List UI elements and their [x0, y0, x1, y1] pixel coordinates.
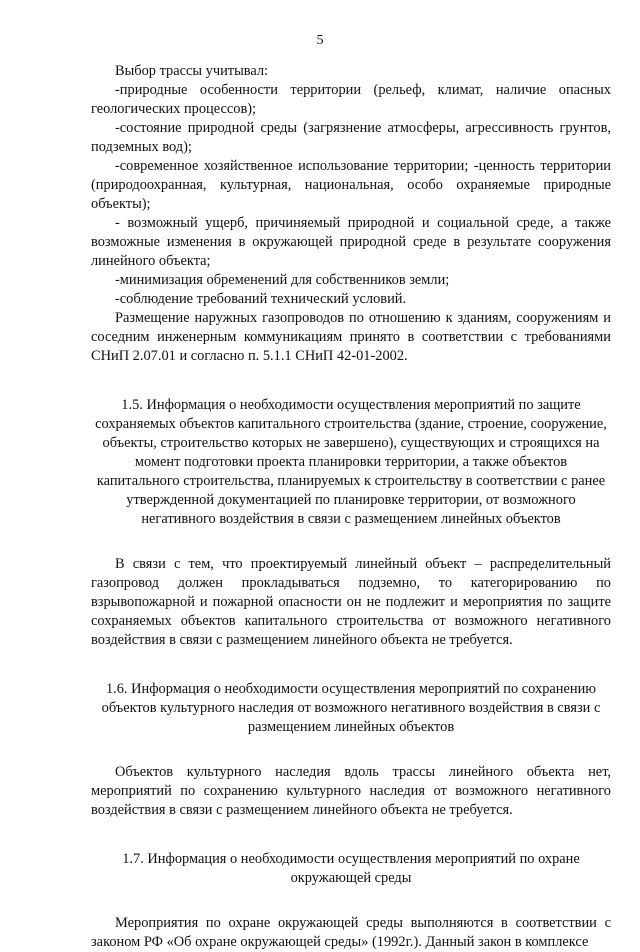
section-1-5-heading: 1.5. Информация о необходимости осуществления мероприятий по защите сохраняемых объектов капитального строительства (здание, строение, сооружение, объекты, строительство которых не завершено), существующих и строящихся на момент подготовки проекта планировки территории, а также объектов капитального строительства, планируемых к строительству в соответствии с ранее утвержденной документацией по планировке территории, от возможного негативного воздействия в связи с размещением линейных объектов [95, 397, 607, 527]
section-1-7-body: Мероприятия по охране окружающей среды выполняются в соответствии с законом РФ «Об охране окружающей среды» (1992г.). Данный закон в комплексе [91, 915, 611, 950]
spacer [91, 820, 611, 850]
route-item-encumbrance: -минимизация обременений для собственников земли; [115, 272, 450, 288]
section-1-6-body: Объектов культурного наследия вдоль трассы линейного объекта нет, мероприятий по сохранению культурного наследия от возможного негативного воздействия в связи с размещением линейного объекта не требуется. [91, 764, 611, 818]
route-item-damage: - возможный ущерб, причиняемый природной и социальной среде, а также возможные изменения в окружающей природной среде в результате сооружения линейного объекта; [91, 215, 611, 269]
route-item-environment: -состояние природной среды (загрязнение атмосферы, агрессивность грунтов, подземных вод); [91, 120, 611, 155]
spacer [91, 737, 611, 763]
spacer [91, 366, 611, 396]
route-item-economic-use: -современное хозяйственное использование территории; -ценность территории (природоохранная, культурная, национальная, особо охраняемые природные объекты); [91, 158, 611, 212]
page-number: 5 [316, 33, 324, 48]
section-1-7-heading: 1.7. Информация о необходимости осуществления мероприятий по охране окружающей среды [122, 851, 580, 886]
route-item-technical-conditions: -соблюдение требований технический условий. [115, 291, 407, 307]
route-placement-paragraph: Размещение наружных газопроводов по отношению к зданиям, сооружениям и соседним инженерным коммуникациям принято в соответствии с требованиями СНиП 2.07.01 и согласно п. 5.1.1 СНиП 42-01-2002. [91, 310, 611, 364]
spacer [91, 529, 611, 555]
spacer [91, 888, 611, 914]
route-item-nature: -природные особенности территории (рельеф, климат, наличие опасных геологических процессов); [91, 82, 611, 117]
route-intro: Выбор трассы учитывал: [115, 63, 269, 79]
spacer [91, 650, 611, 680]
section-1-5-body: В связи с тем, что проектируемый линейный объект – распределительный газопровод должен прокладываться подземно, то категорированию по взрывопожарной и пожарной опасности он не подлежит и мероприятия по защите сохраняемых объектов капитального строительства от возможного негативного воздействия в связи с размещением линейного объекта не требуется. [91, 556, 611, 648]
page-content [91, 62, 611, 952]
section-1-6-heading: 1.6. Информация о необходимости осуществления мероприятий по сохранению объектов культурного наследия от возможного негативного воздействия в связи с размещением линейных объектов [101, 681, 601, 735]
